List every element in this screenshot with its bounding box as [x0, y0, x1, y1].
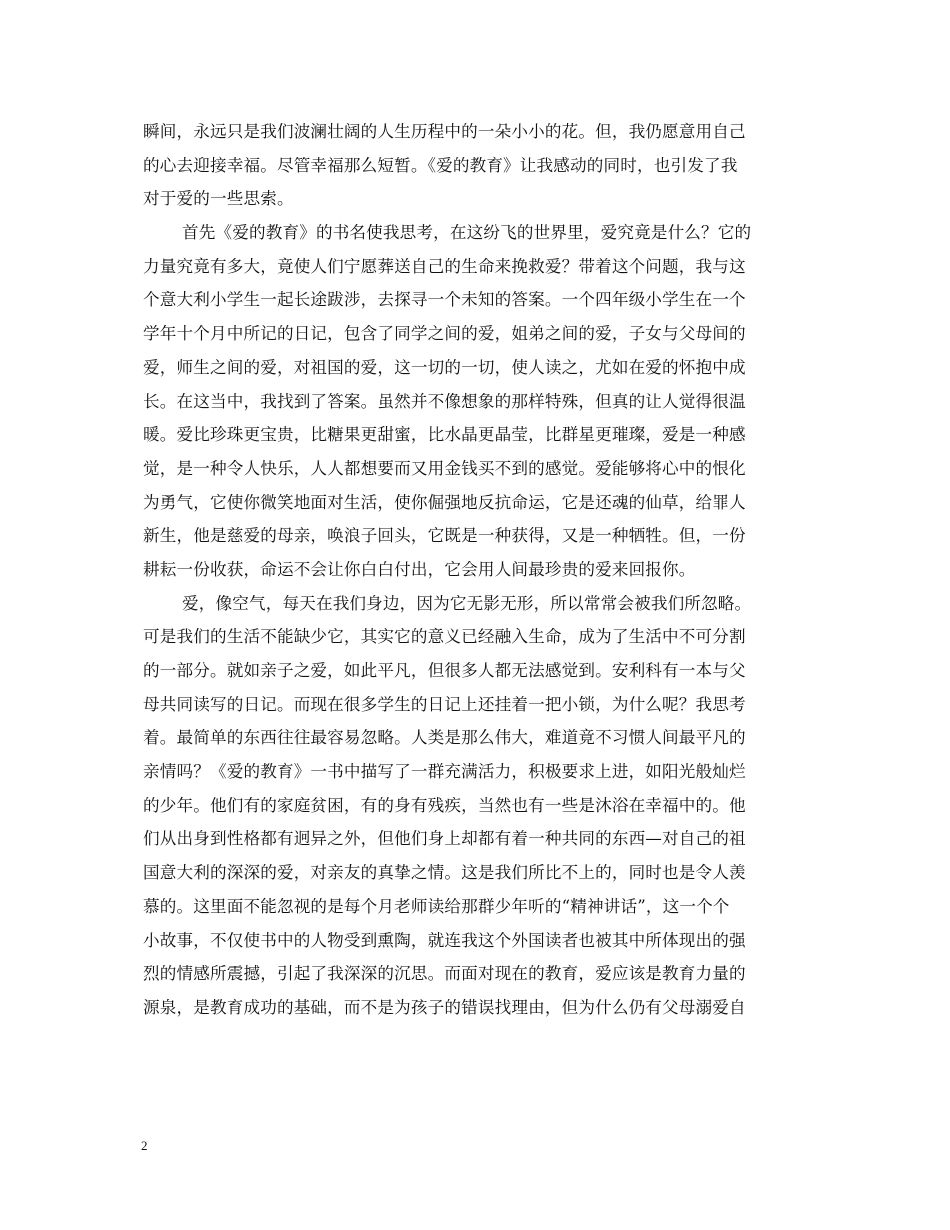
text-line: 的一部分。就如亲子之爱，如此平凡，但很多人都无法感觉到。安利科有一本与父 [143, 661, 746, 680]
text-line: 学年十个月中所记的日记，包含了同学之间的爱，姐弟之间的爱，子女与父母间的 [143, 324, 746, 344]
text-line: 亲情吗？《爱的教育》一书中描写了一群充满活力，积极要求上进，如阳光般灿烂 [143, 762, 746, 782]
text-line: 慕的。这里面不能忽视的是每个月老师读给那群少年听的“精神讲话”，这一个个 [143, 896, 730, 916]
text-line: 小故事，不仅使书中的人物受到熏陶，就连我这个外国读者也被其中所体现出的强 [143, 930, 746, 950]
text-line: 爱，师生之间的爱，对祖国的爱，这一切的一切，使人读之，尤如在爱的怀抱中成 [143, 357, 746, 377]
text-line: 国意大利的深深的爱，对亲友的真挚之情。这是我们所比不上的，同时也是令人羡 [143, 863, 746, 883]
body-text [143, 115, 815, 1025]
text-line: 着。最简单的东西往往最容易忽略。人类是那么伟大，难道竟不习惯人间最平凡的 [143, 728, 746, 748]
text-line: 母共同读写的日记。而现在很多学生的日记上还挂着一把小锁，为什么呢？我思考 [143, 694, 746, 714]
text-line: 烈的情感所震撼，引起了我深深的沉思。而面对现在的教育，爱应该是教育力量的 [143, 964, 746, 984]
text-line: 长。在这当中，我找到了答案。虽然并不像想象的那样特殊，但真的让人觉得很温 [143, 391, 746, 411]
text-line: 源泉，是教育成功的基础，而不是为孩子的错误找理由，但为什么仍有父母溺爱自 [143, 997, 746, 1017]
text-line: 对于爱的一些思索。 [143, 189, 294, 209]
text-line: 们从出身到性格都有迥异之外，但他们身上却都有着一种共同的东西—对自己的祖 [143, 829, 746, 849]
text-line: 的心去迎接幸福。尽管幸福那么短暂。《爱的教育》让我感动的同时，也引发了我 [143, 155, 738, 175]
text-line: 的少年。他们有的家庭贫困，有的身有残疾，当然也有一些是沐浴在幸福中的。他 [143, 795, 746, 815]
page-number: 2 [141, 1138, 148, 1153]
paragraph-first-line: 首先《爱的教育》的书名使我思考，在这纷飞的世界里，爱究竟是什么？它的 [182, 223, 752, 243]
text-line: 暖。爱比珍珠更宝贵，比糖果更甜蜜，比水晶更晶莹，比群星更璀璨，爱是一种感 [143, 425, 746, 445]
text-line: 觉，是一种令人快乐，人人都想要而又用金钱买不到的感觉。爱能够将心中的恨化 [143, 458, 746, 478]
text-line: 为勇气，它使你微笑地面对生活，使你倔强地反抗命运，它是还魂的仙草，给罪人 [143, 492, 746, 512]
text-line: 瞬间，永远只是我们波澜壮阔的人生历程中的一朵小小的花。但，我仍愿意用自己 [143, 122, 746, 141]
text-line: 可是我们的生活不能缺少它，其实它的意义已经融入生命，成为了生活中不可分割 [143, 627, 746, 647]
text-line: 力量究竟有多大，竟使人们宁愿葬送自己的生命来挽救爱？带着这个问题，我与这 [143, 256, 746, 276]
text-line: 耕耘一份收获，命运不会让你白白付出，它会用人间最珍贵的爱来回报你。 [143, 559, 696, 579]
text-line: 新生，他是慈爱的母亲，唤浪子回头，它既是一种获得，又是一种牺牲。但，一份 [143, 526, 746, 546]
text-line: 个意大利小学生一起长途跋涉，去探寻一个未知的答案。一个四年级小学生在一个 [143, 290, 746, 310]
paragraph-first-line: 爱，像空气，每天在我们身边，因为它无影无形，所以常常会被我们所忽略。 [182, 593, 752, 613]
